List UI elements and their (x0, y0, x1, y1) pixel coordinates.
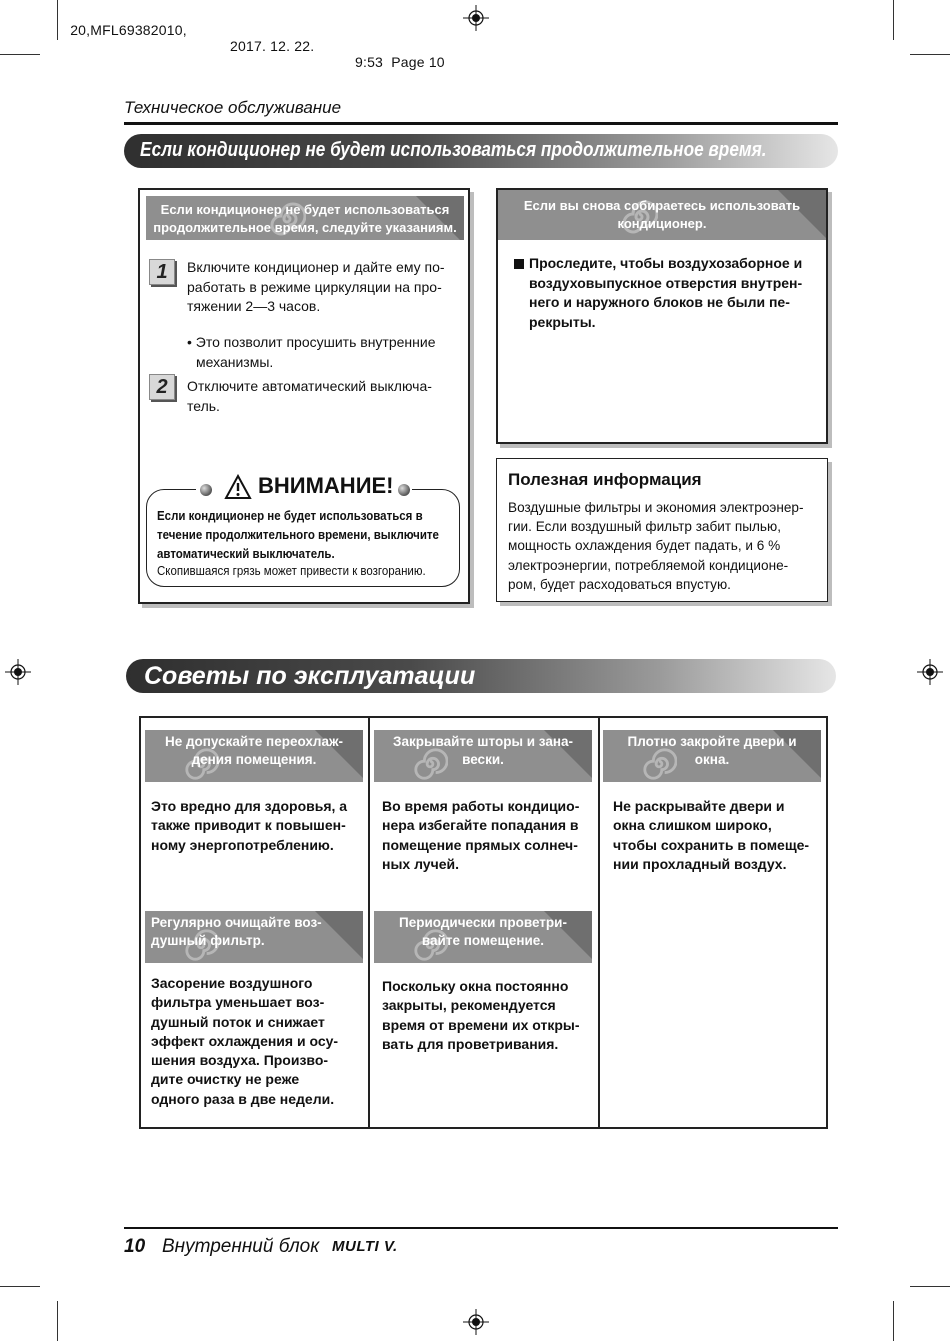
tip-header-line: Не допускайте переохлаж- (164, 734, 344, 749)
text-line: Воздушные фильтры и экономия электроэнер- (508, 500, 804, 515)
crop-mark (893, 1301, 894, 1341)
text-line: Засорение воздушного (151, 975, 313, 991)
crop-mark (893, 0, 894, 40)
tips-banner-title: Советы по эксплуатации (144, 662, 476, 690)
crop-mark (57, 0, 58, 40)
step-1-note (187, 333, 436, 372)
crop-mark (910, 1286, 950, 1287)
text-line: Включите кондиционер и дайте ему по- (187, 259, 445, 275)
text-line: гии. Если воздушный фильтр забит пылью, (508, 519, 781, 535)
caution-text: Скопившаяся грязь может привести к возгоранию. (157, 564, 426, 578)
page-number: 10 (124, 1236, 146, 1257)
text-line: ных лучей. (382, 855, 459, 872)
text-line: автоматический выключатель. (157, 547, 335, 561)
registration-mark-icon (917, 659, 943, 685)
warning-triangle-icon (224, 474, 252, 500)
tip-header (374, 730, 592, 782)
info-title: Полезная информация (508, 470, 702, 489)
print-time-page: 9:53 Page 10 (355, 54, 445, 70)
bullet-dot-icon (398, 484, 410, 496)
text-line: ром, будет расходоваться впустую. (508, 576, 731, 592)
tip-header-line: душный фильтр. (151, 933, 265, 948)
tip-header-line: окна. (694, 752, 730, 767)
text-line: Проследите, чтобы воздухозаборное и (529, 255, 803, 271)
box-header-line: кондиционер. (617, 216, 707, 231)
text-line: электроэнергии, потребляемой кондиционе- (508, 557, 789, 573)
text-line: ному энергопотреблению. (151, 836, 334, 853)
tip-header-line: Периодически проветри- (399, 915, 567, 930)
text-line: работать в режиме циркуляции на про- (187, 278, 442, 295)
crop-mark (57, 1301, 58, 1341)
tip-body (382, 977, 580, 1054)
caution-bold-text (157, 507, 439, 564)
tip-header-line: Регулярно очищайте воз- (151, 915, 322, 930)
text-line: мощность охлаждения будет падать, и 6 % (508, 538, 781, 554)
text-line: нии прохладный воздух. (613, 855, 787, 872)
print-header (62, 6, 445, 70)
box-header-line: Если кондиционер не будет использоваться (160, 202, 450, 217)
tip-body (382, 797, 579, 874)
crop-mark (910, 54, 950, 55)
text-line: Не раскрывайте двери и (613, 798, 785, 814)
text-line: нера избегайте попадания в (382, 817, 579, 834)
text-line: также приводит к повышен- (151, 817, 346, 834)
square-bullet-icon (514, 259, 524, 269)
tip-header-line: Закрывайте шторы и зана- (392, 734, 573, 749)
text-line: окна слишком широко, (613, 817, 772, 834)
tip-header-line: дения помещения. (191, 752, 317, 767)
section-banner-title: Если кондиционер не будет использоваться продолжительное время. (140, 139, 767, 161)
caution-box (146, 489, 460, 587)
tip-body (613, 797, 809, 874)
text-line: одного раза в две недели. (151, 1090, 335, 1107)
section-banner (124, 134, 838, 168)
registration-mark-icon (463, 1309, 489, 1335)
crop-mark (0, 54, 40, 55)
text-line: него и наружного блоков не были пе- (529, 294, 790, 310)
text-line: дите очистку не реже (151, 1071, 300, 1088)
step-number-badge: 2 (149, 374, 175, 400)
text-line: эффект охлаждения и осу- (151, 1032, 339, 1049)
text-line: • Это позволит просушить внутренние (187, 334, 436, 350)
text-line: тель. (187, 397, 220, 414)
text-line: механизмы. (196, 353, 274, 370)
crop-mark (0, 1286, 40, 1287)
box-header-line: Если вы снова собираетесь использовать (523, 198, 801, 213)
tip-header-line: вайте помещение. (421, 933, 545, 948)
reuse-instructions (529, 254, 802, 332)
tip-header-line: вески. (462, 752, 504, 767)
footer-title: Внутренний блок (162, 1236, 320, 1257)
text-line: Поскольку окна постоянно (382, 978, 569, 994)
tip-body (151, 974, 338, 1109)
print-file-name: 20,MFL69382010, (70, 22, 187, 38)
column-divider (598, 718, 600, 1127)
tip-header (603, 730, 821, 782)
tip-header (145, 911, 363, 963)
footer-divider (124, 1227, 838, 1229)
text-line: чтобы сохранить в помеще- (613, 836, 810, 853)
box-header (146, 196, 464, 240)
text-line: Если кондиционер не будет использоваться в (157, 509, 423, 523)
text-line: воздуховыпускное отверстия внутрен- (529, 274, 803, 291)
tips-banner (126, 659, 836, 693)
text-line: помещение прямых солнеч- (382, 836, 578, 853)
text-line: время от времени их откры- (382, 1016, 580, 1033)
print-date: 2017. 12. 22. (230, 38, 315, 54)
info-text (508, 498, 804, 594)
bullet-dot-icon (200, 484, 212, 496)
caution-title-text: ВНИМАНИЕ! (258, 473, 394, 498)
text-line: течение продолжительного времени, выключите (157, 528, 439, 542)
text-line: вать для проветривания. (382, 1035, 559, 1052)
text-line: рекрыты. (529, 313, 596, 330)
text-line: закрыты, рекомендуется (382, 997, 556, 1014)
registration-mark-icon (5, 659, 31, 685)
text-line: тяжении 2—3 часов. (187, 298, 321, 314)
box-header (498, 190, 826, 240)
section-label: Техническое обслуживание (124, 98, 342, 117)
useful-info-box (496, 458, 828, 602)
registration-mark-icon (463, 5, 489, 31)
tip-body (151, 797, 347, 855)
tip-header-line: Плотно закройте двери и (627, 734, 797, 749)
step-number-badge: 1 (149, 259, 175, 285)
text-line: душный поток и снижает (151, 1013, 325, 1030)
caution-title (196, 471, 412, 501)
text-line: фильтра уменьшает воз- (151, 994, 325, 1011)
step-2-text (187, 377, 432, 416)
step-1-text (187, 258, 445, 317)
box-header-line: продолжительное время, следуйте указаниям. (153, 220, 457, 235)
text-line: Отключите автоматический выключа- (187, 378, 432, 394)
section-divider (124, 122, 838, 125)
multi-v-logo: MULTI V. (332, 1238, 398, 1255)
tip-header (145, 730, 363, 782)
text-line: Это вредно для здоровья, а (151, 798, 348, 814)
text-line: Во время работы кондицио- (382, 798, 580, 814)
column-divider (368, 718, 370, 1127)
text-line: шения воздуха. Произво- (151, 1052, 329, 1069)
tip-header (374, 911, 592, 963)
reuse-box (496, 188, 828, 444)
